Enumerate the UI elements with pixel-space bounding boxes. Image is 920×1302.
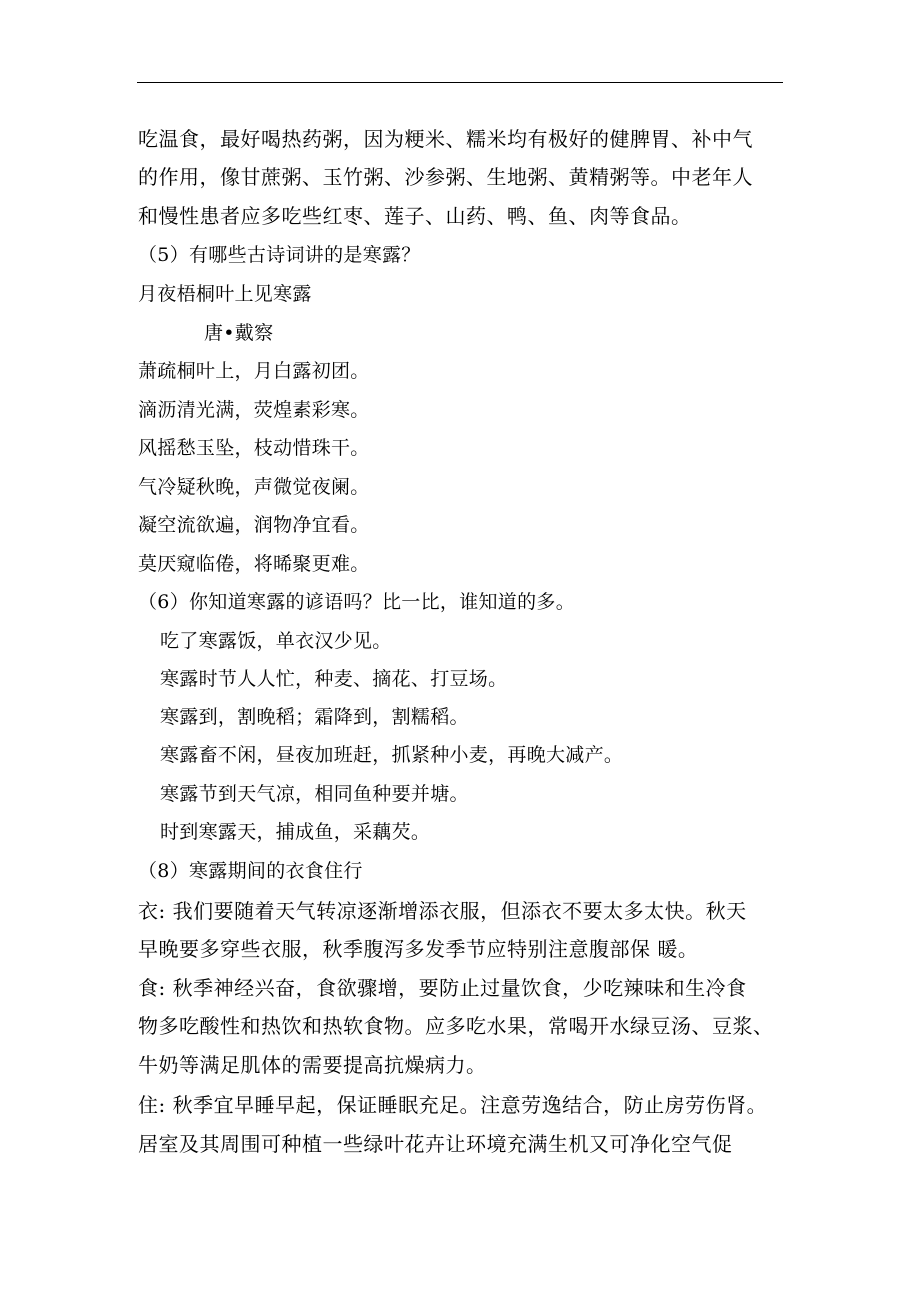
paragraph-line: 吃温食，最好喝热药粥，因为粳米、糯米均有极好的健脾胃、补中气 <box>138 127 753 151</box>
poem-line: 莫厌窥临倦，将晞聚更难。 <box>138 553 370 575</box>
poem-title: 月夜梧桐叶上见寒露 <box>138 283 312 305</box>
proverb-line: 寒露时节人人忙，种麦、摘花、打豆场。 <box>160 668 508 690</box>
paragraph-line: 和慢性患者应多吃些红枣、莲子、山药、鸭、鱼、肉等食品。 <box>138 204 692 228</box>
section-heading: （8）寒露期间的衣食住行 <box>138 860 363 882</box>
paragraph-line: 居室及其周围可种植一些绿叶花卉让环境充满生机又可净化空气促 <box>138 1132 733 1156</box>
section-heading: （5）有哪些古诗词讲的是寒露？ <box>138 244 421 266</box>
header-rule <box>137 82 783 83</box>
proverb-line: 寒露节到天气凉，相同鱼种要并塘。 <box>160 783 469 805</box>
poem-line: 萧疏桐叶上，月白露初团。 <box>138 360 370 382</box>
poem-line: 风摇愁玉坠，枝动惜珠干。 <box>138 437 370 459</box>
paragraph-line: 衣: 我们要随着天气转凉逐渐增添衣服，但添衣不要太多太快。秋天 <box>138 899 747 923</box>
proverb-line: 吃了寒露饭，单衣汉少见。 <box>160 630 392 652</box>
paragraph-line: 早晚要多穿些衣服，秋季腹泻多发季节应特别注意腹部保 暖。 <box>138 937 699 961</box>
poem-author: 唐•戴察 <box>204 322 274 344</box>
paragraph-line: 物多吃酸性和热饮和热软食物。应多吃水果，常喝开水绿豆汤、豆浆、 <box>138 1014 774 1038</box>
paragraph-line: 牛奶等满足肌体的需要提高抗燥病力。 <box>138 1053 487 1077</box>
poem-line: 滴沥清光满，荧煌素彩寒。 <box>138 399 370 421</box>
proverb-line: 寒露畜不闲，昼夜加班赶，抓紧种小麦，再晚大减产。 <box>160 744 624 766</box>
proverb-line: 寒露到，割晚稻；霜降到，割糯稻。 <box>160 706 469 728</box>
paragraph-line: 食: 秋季神经兴奋，食欲骤增，要防止过量饮食，少吃辣味和生冷食 <box>138 976 747 1000</box>
proverb-line: 时到寒露天，捕成鱼，采藕芡。 <box>160 821 431 843</box>
poem-line: 凝空流欲遍，润物净宜看。 <box>138 514 370 536</box>
poem-line: 气冷疑秋晚，声微觉夜阑。 <box>138 476 370 498</box>
paragraph-line: 住: 秋季宜早睡早起，保证睡眠充足。注意劳逸结合，防止房劳伤肾。 <box>138 1093 768 1117</box>
section-heading: （6）你知道寒露的谚语吗？比一比，谁知道的多。 <box>138 591 575 613</box>
paragraph-line: 的作用，像甘蔗粥、玉竹粥、沙参粥、生地粥、黄精粥等。中老年人 <box>138 165 753 189</box>
